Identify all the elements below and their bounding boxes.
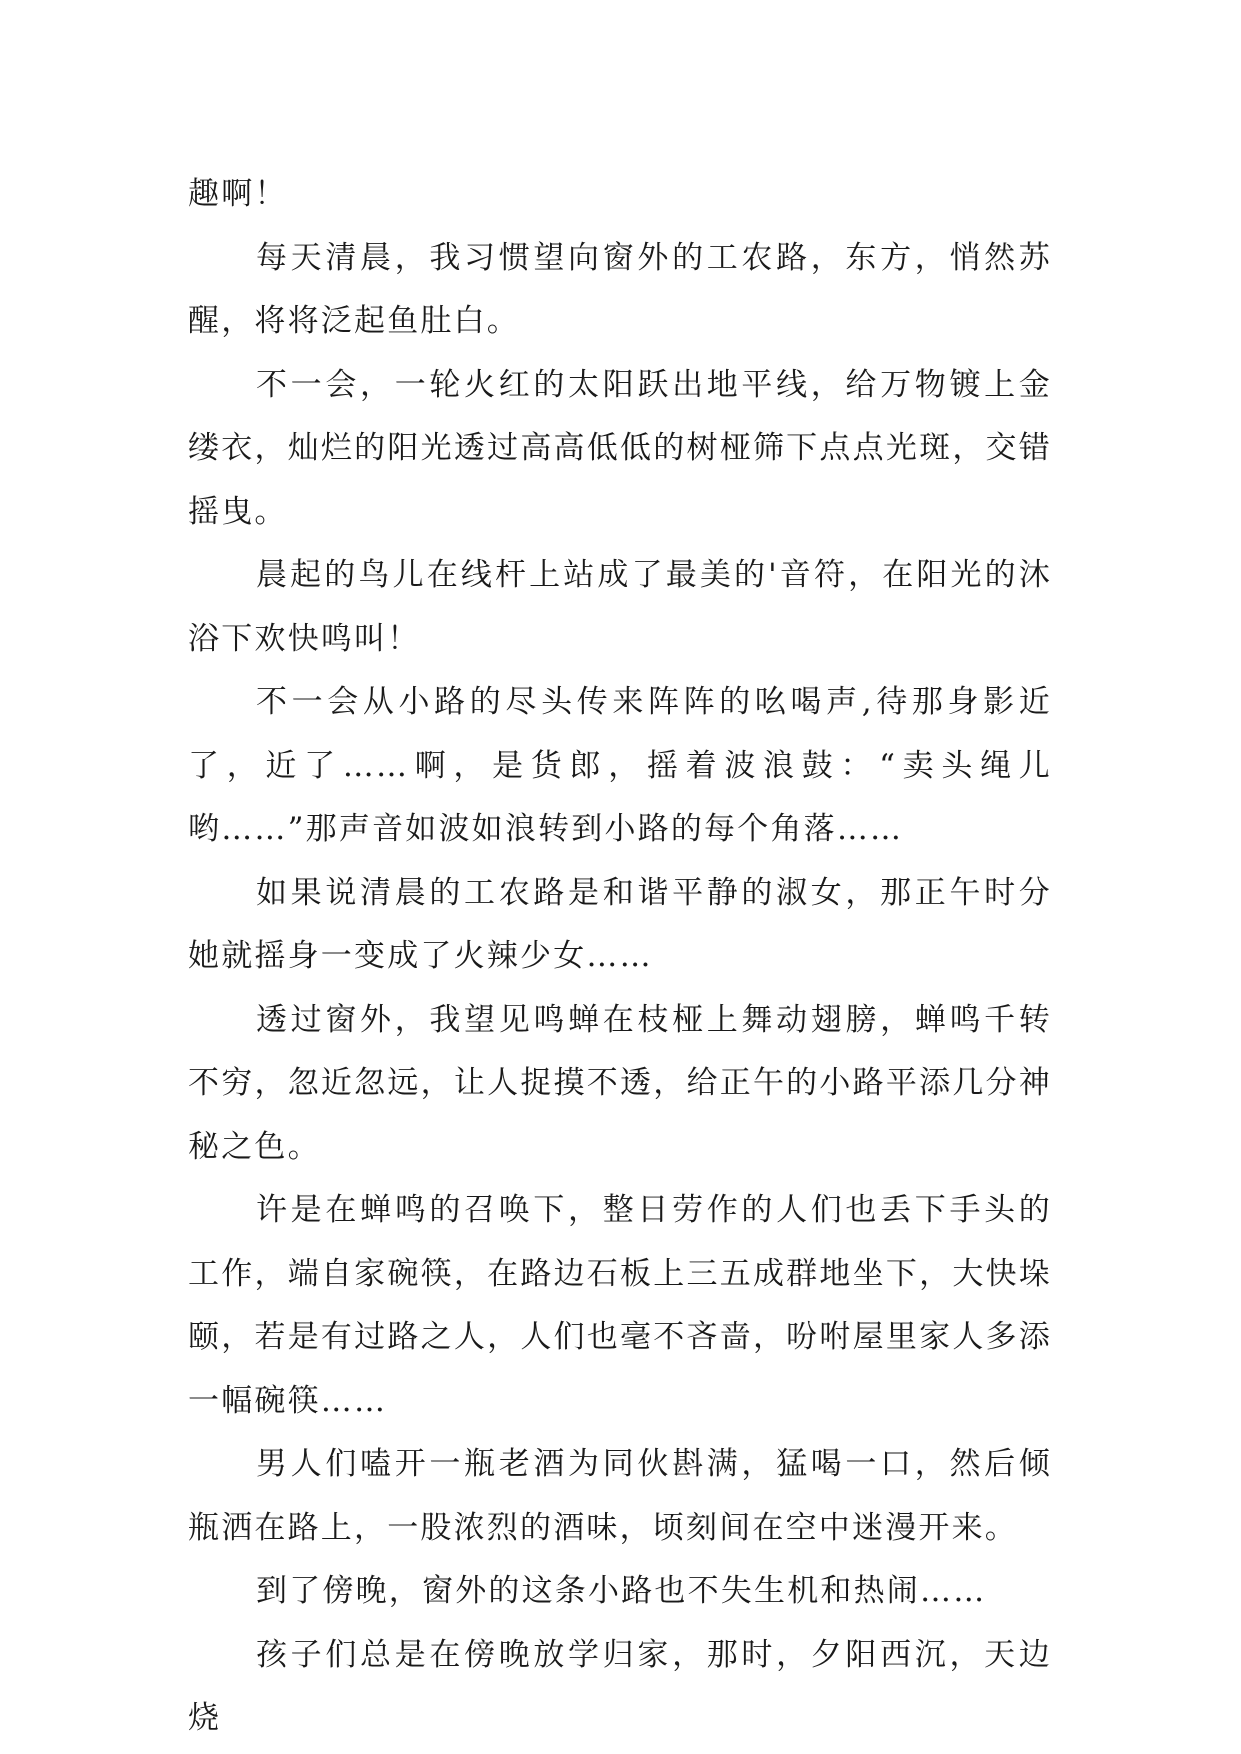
paragraph-8: 许是在蝉鸣的召唤下，整日劳作的人们也丢下手头的工作，端自家碗筷，在路边石板上三五成群地坐下，大快垛颐，若是有过路之人，人们也毫不吝啬，吩咐屋里家人多添一幅碗筷…… bbox=[188, 1192, 1052, 1419]
paragraph-1: 趣啊！ bbox=[188, 176, 288, 212]
paragraph-6: 如果说清晨的工农路是和谐平静的淑女，那正午时分她就摇身一变成了火辣少女…… bbox=[188, 874, 1052, 974]
document-body bbox=[188, 163, 1052, 1751]
paragraph-11: 孩子们总是在傍晚放学归家，那时，夕阳西沉，天边烧 bbox=[188, 1636, 1052, 1736]
paragraph-5: 不一会从小路的尽头传来阵阵的吆喝声,待那身影近了，近了……啊，是货郎，摇着波浪鼓：“卖头绳儿哟……”那声音如波如浪转到小路的每个角落…… bbox=[188, 684, 1052, 847]
paragraph-2: 每天清晨，我习惯望向窗外的工农路，东方，悄然苏醒，将将泛起鱼肚白。 bbox=[188, 239, 1052, 339]
paragraph-4: 晨起的鸟儿在线杆上站成了最美的'音符，在阳光的沐浴下欢快鸣叫！ bbox=[188, 557, 1052, 657]
paragraph-7: 透过窗外，我望见鸣蝉在枝桠上舞动翅膀，蝉鸣千转不穷，忽近忽远，让人捉摸不透，给正午的小路平添几分神秘之色。 bbox=[188, 1001, 1052, 1165]
paragraph-3: 不一会，一轮火红的太阳跃出地平线，给万物镀上金缕衣，灿烂的阳光透过高高低低的树桠筛下点点光斑，交错摇曳。 bbox=[188, 366, 1052, 530]
paragraph-10: 到了傍晚，窗外的这条小路也不失生机和热闹…… bbox=[256, 1573, 987, 1609]
paragraph-9: 男人们嗑开一瓶老酒为同伙斟满，猛喝一口，然后倾瓶洒在路上，一股浓烈的酒味，顷刻间在空中迷漫开来。 bbox=[188, 1446, 1052, 1546]
